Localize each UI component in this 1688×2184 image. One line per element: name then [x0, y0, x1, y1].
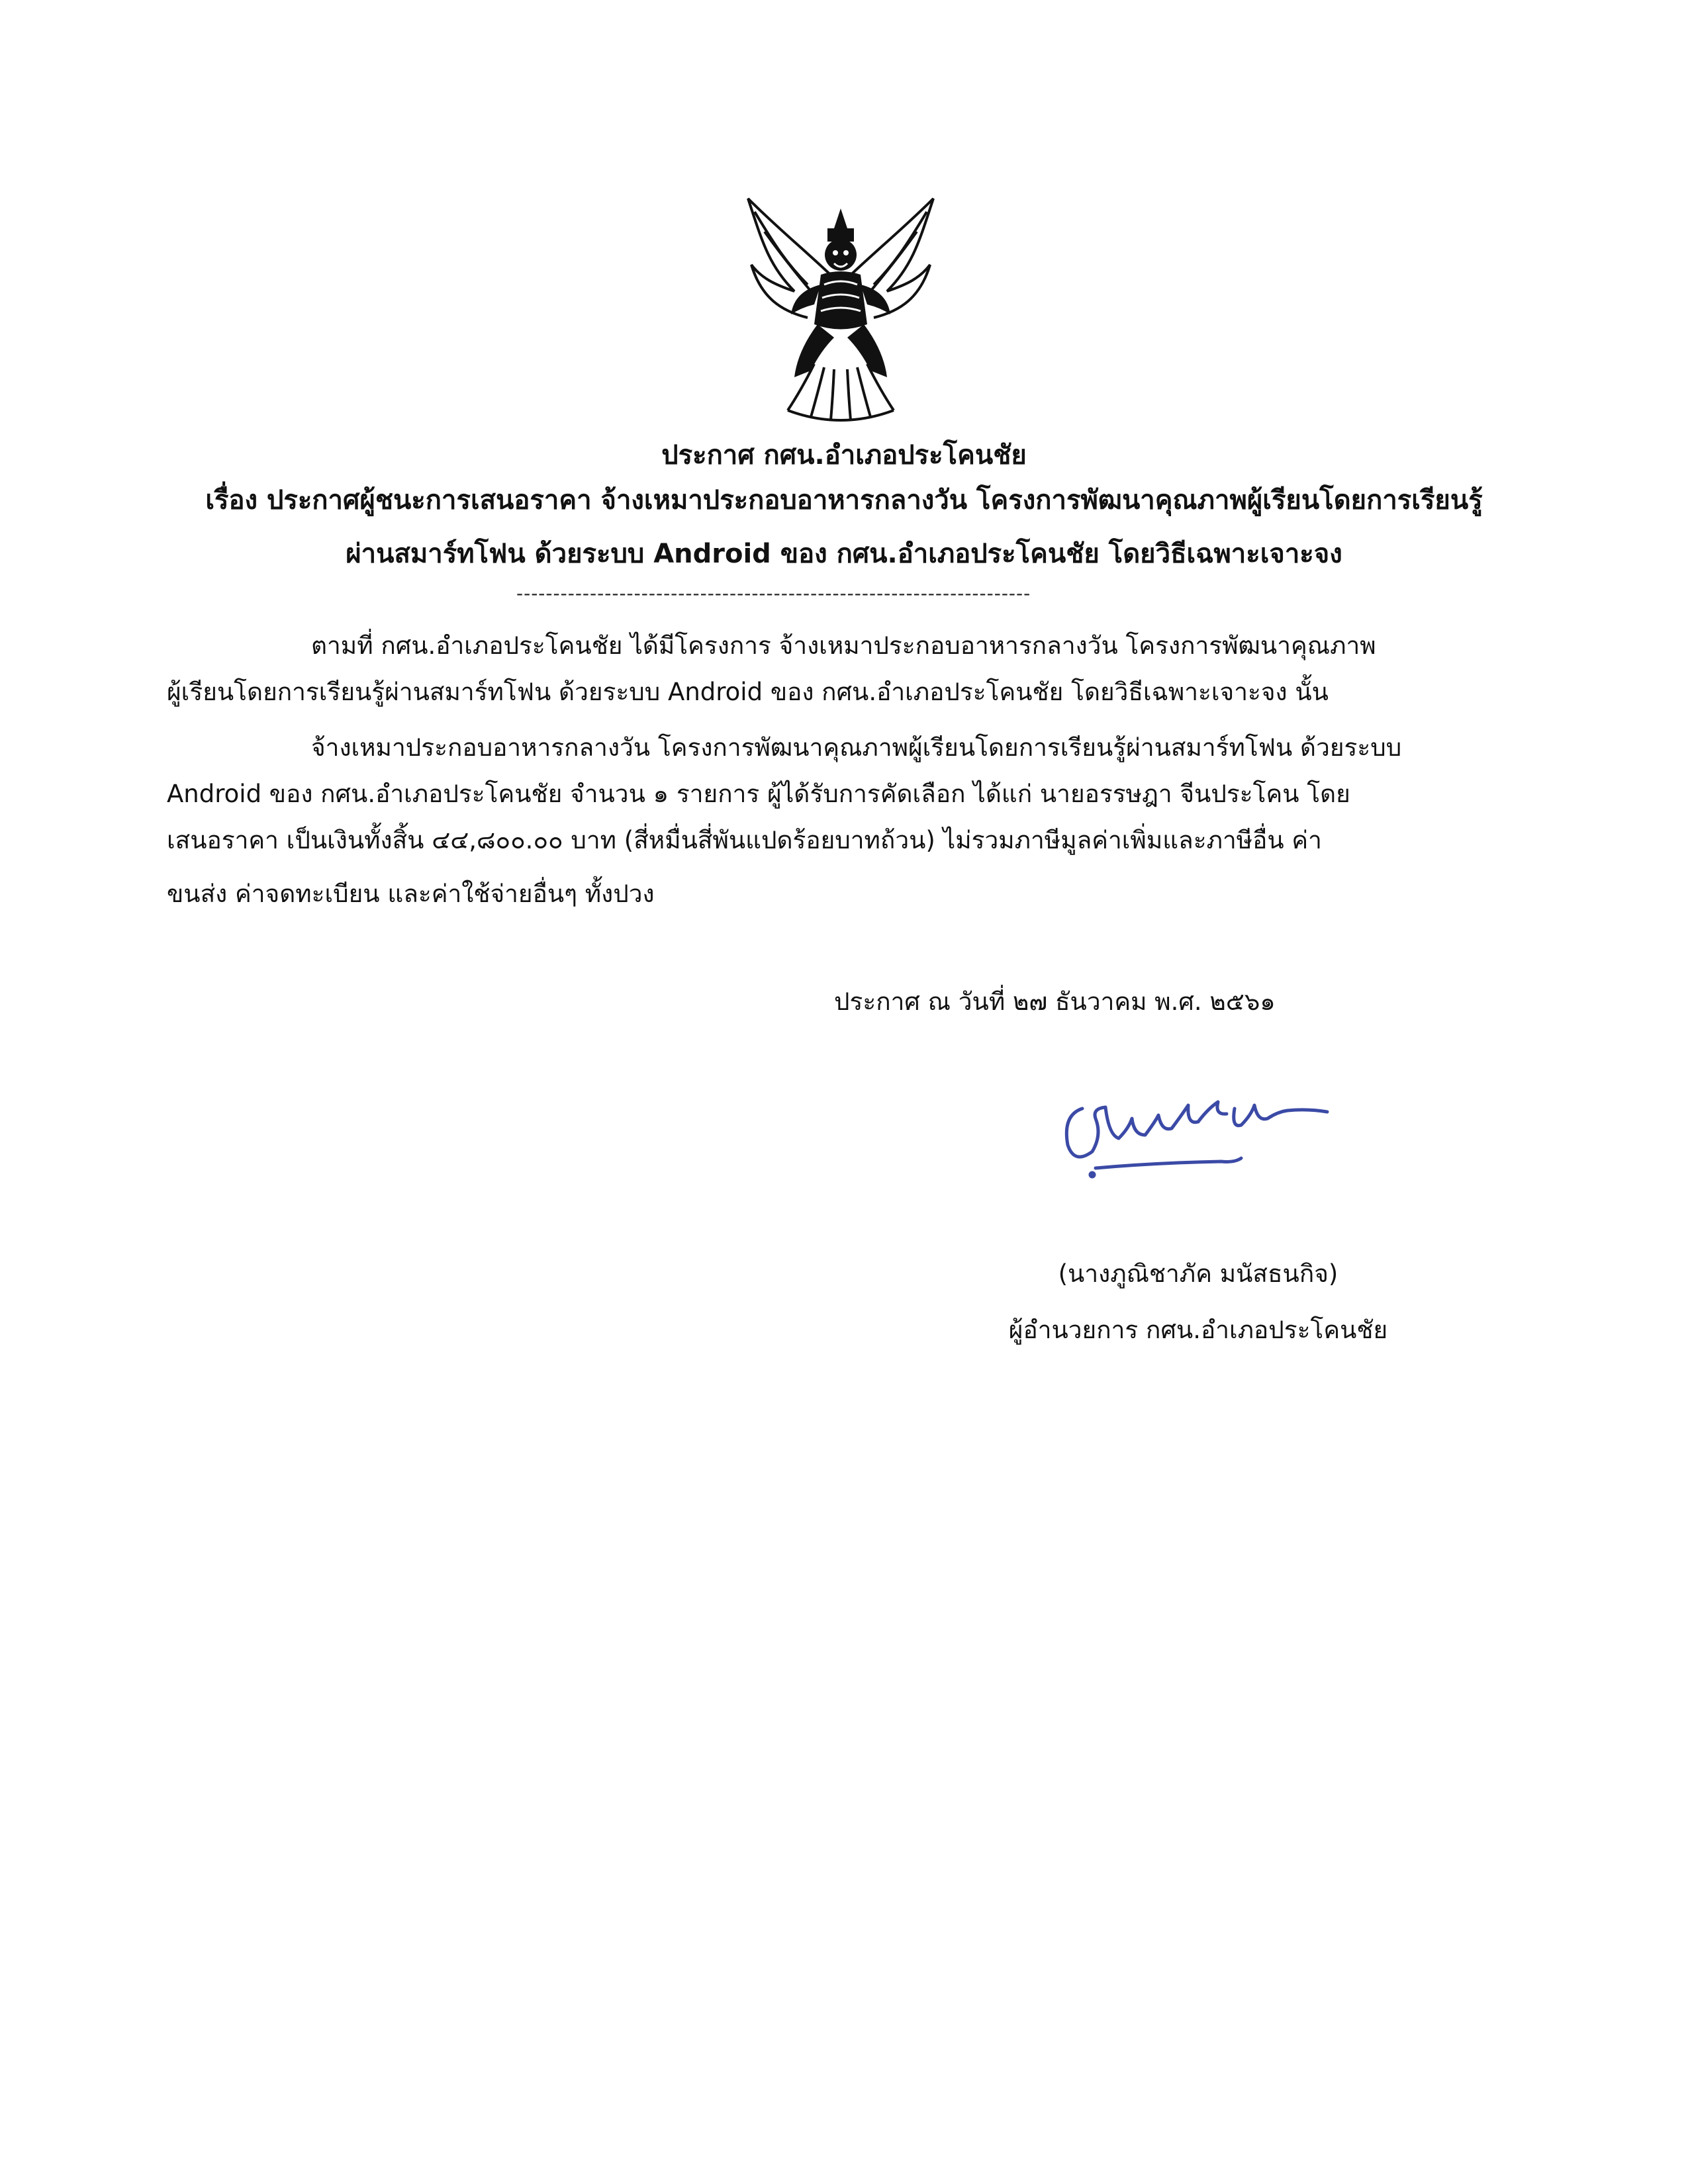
signer-name: (นางภูณิชาภัค มนัสธนกิจ) [1058, 1259, 1338, 1288]
signer-position: ผู้อำนวยการ กศน.อำเภอประโคนชัย [1008, 1316, 1388, 1344]
announcement-date: ประกาศ ณ วันที่ ๒๗ ธันวาคม พ.ศ. ๒๕๖๑ [834, 987, 1276, 1016]
announcement-subject-line-1: เรื่อง ประกาศผู้ชนะการเสนอราคา จ้างเหมาประกอบอาหารกลางวัน โครงการพัฒนาคุณภาพผู้เรียนโดยการเรียนรู้ [205, 485, 1483, 516]
paragraph-1-line-2: ผู้เรียนโดยการเรียนรู้ผ่านสมาร์ทโฟน ด้วยระบบ Android ของ กศน.อำเภอประโคนชัย โดยวิธีเฉพาะเจาะจง นั้น [167, 678, 1329, 706]
paragraph-2-line-4: ขนส่ง ค่าจดทะเบียน และค่าใช้จ่ายอื่นๆ ทั้งปวง [167, 880, 655, 908]
paragraph-2-line-2: Android ของ กศน.อำเภอประโคนชัย จำนวน ๑ รายการ ผู้ได้รับการคัดเลือก ได้แก่ นายอรรษฎา จีนประโคน โดย [167, 780, 1350, 808]
announcement-subject-line-2: ผ่านสมาร์ทโฟน ด้วยระบบ Android ของ กศน.อำเภอประโคนชัย โดยวิธีเฉพาะเจาะจง [346, 539, 1342, 569]
garuda-emblem-icon [735, 192, 947, 427]
divider: ---------------------------------------------------------------------- [516, 582, 1031, 604]
paragraph-2-line-1: จ้างเหมาประกอบอาหารกลางวัน โครงการพัฒนาคุณภาพผู้เรียนโดยการเรียนรู้ผ่านสมาร์ทโฟน ด้วยระบบ [311, 733, 1402, 762]
paragraph-2-line-3: เสนอราคา เป็นเงินทั้งสิ้น ๔๔,๘๐๐.๐๐ บาท (สี่หมื่นสี่พันแปดร้อยบาทถ้วน) ไม่รวมภาษีมูลค่าเพิ่มและภาษีอื่น ค่า [167, 826, 1322, 854]
handwritten-signature [1056, 1089, 1347, 1188]
paragraph-1-line-1: ตามที่ กศน.อำเภอประโคนชัย ได้มีโครงการ จ้างเหมาประกอบอาหารกลางวัน โครงการพัฒนาคุณภาพ [311, 631, 1376, 660]
announcement-title: ประกาศ กศน.อำเภอประโคนชัย [661, 440, 1027, 471]
